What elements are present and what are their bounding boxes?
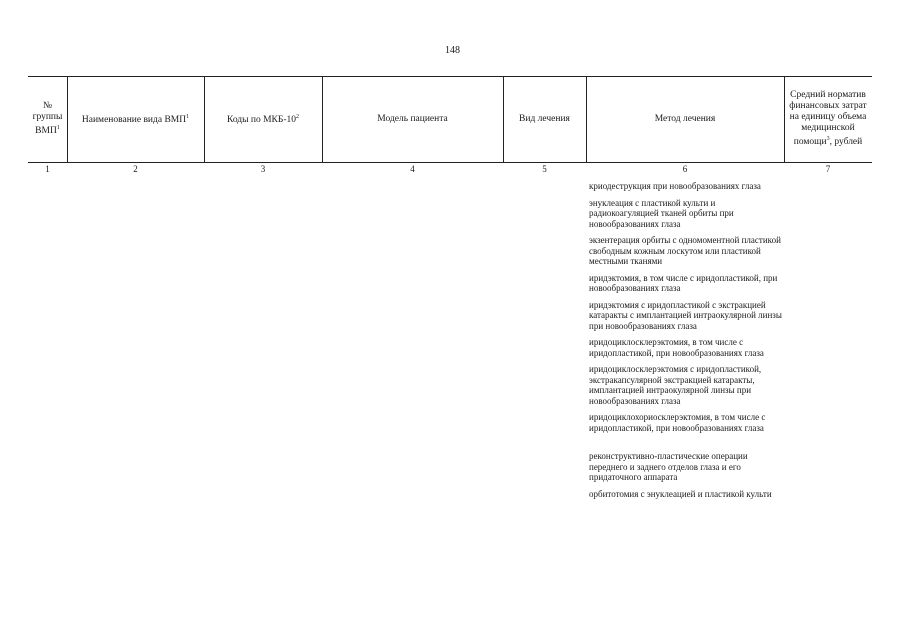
treatment-method: реконструктивно-пластические операции переднего и заднего отделов глаза и его придаточного аппарата [589,451,748,482]
header-vmp-name: Наименование вида ВМП$^1$ [81,113,190,126]
treatment-method: энуклеация с пластикой культи и радиокоагуляцией тканей орбиты при новообразованиях глаза [589,197,734,229]
treatment-method: иридоциклохориосклерэктомия, в том числе с иридопластикой, при новообразованиях глаза [589,412,766,433]
treatment-method: иридэктомия с иридопластикой с экстракцией катаракты с имплантацией интраокулярной линзы при новообразованиях глаза [589,299,782,331]
header-average-cost: Средний норматив финансовых затрат на единицу объема медицинской помощи$^3$, рублей [789,89,867,148]
treatment-method: иридоциклосклерэктомия с иридопластикой, экстракапсулярной экстракцией катаракты, имплантацией интраокулярной линзы при новообразованиях глаза [589,364,762,406]
column-number: 3 [260,164,266,174]
header-group-number: № группы ВМП$^1$ [32,100,63,137]
header-patient-model: Модель пациента [377,113,448,124]
header-treatment-method: Метод лечения [654,113,716,124]
header-icd-codes: Коды по МКБ-$10^2$ [226,113,300,126]
column-number: 7 [825,164,831,174]
column-number: 4 [410,164,415,174]
column-number: 5 [542,164,547,174]
column-number: 6 [682,164,688,174]
treatment-method: криодеструкция при новообразованиях глаза [589,181,761,191]
treatment-method: иридэктомия, в том числе с иридопластикой, при новообразованиях глаза [589,272,778,293]
page-number: 148 [445,45,460,56]
column-number: 2 [133,164,138,174]
column-number: 1 [45,164,50,174]
treatment-method-list [589,181,785,505]
header-treatment-type: Вид лечения [519,113,570,124]
treatment-method: орбитотомия с энуклеацией и пластикой культи [589,488,772,499]
treatment-method: экзентерация орбиты с одномоментной пластикой свободным кожным лоскутом или пластикой местными тканями [589,235,781,266]
treatment-method: иридоциклосклерэктомия, в том числе с иридопластикой, при новообразованиях глаза [589,337,764,358]
